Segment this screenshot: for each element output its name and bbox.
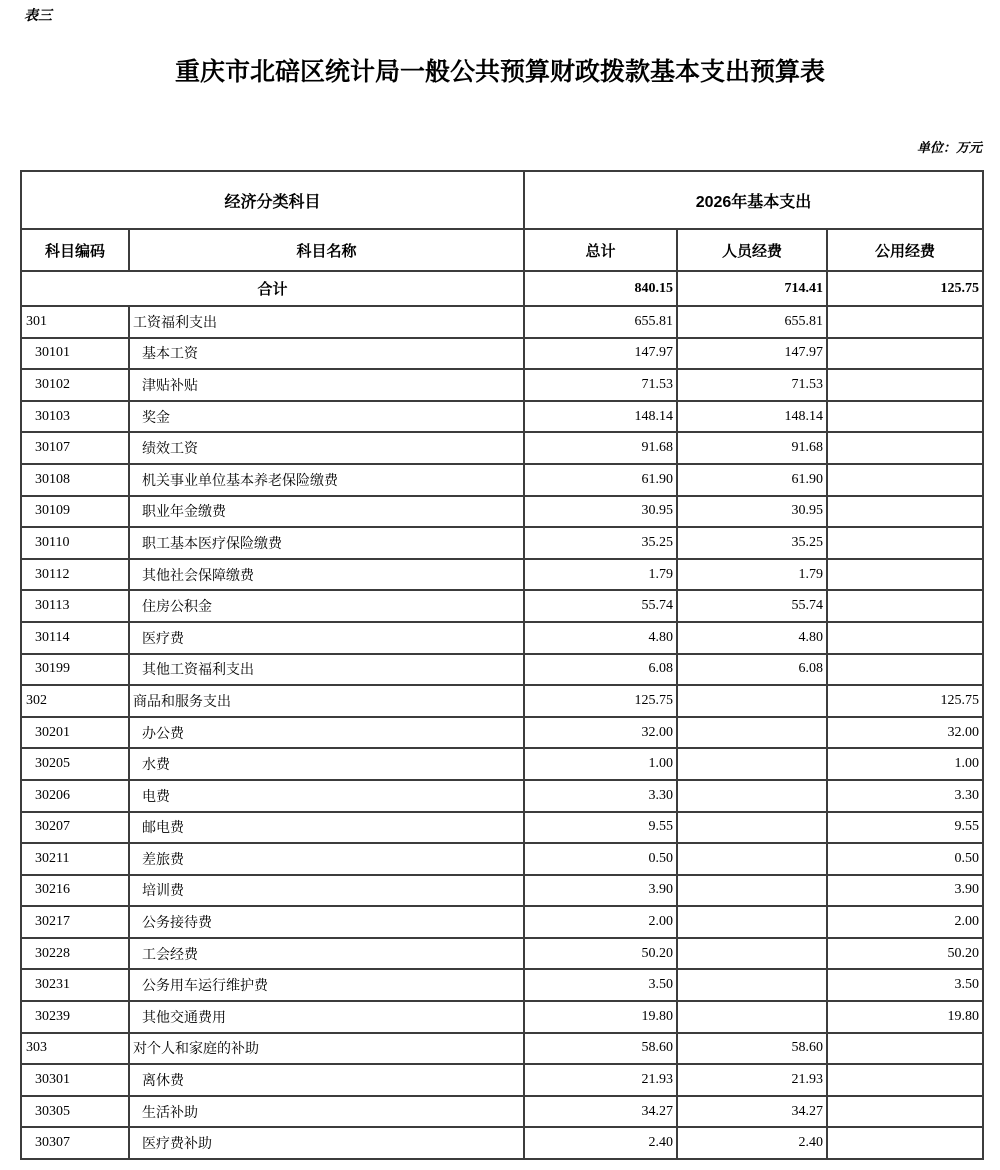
subject-code-cell: 30307: [21, 1127, 129, 1159]
public-value-cell: [827, 1096, 983, 1128]
total-value-cell: 30.95: [524, 496, 677, 528]
total-value-cell: 58.60: [524, 1033, 677, 1065]
personnel-value-cell: 55.74: [677, 590, 827, 622]
subject-name-cell: 其他工资福利支出: [129, 654, 524, 686]
subject-name-cell: 离休费: [129, 1064, 524, 1096]
table-row: [21, 1064, 983, 1096]
personnel-value-cell: [677, 780, 827, 812]
personnel-value-cell: 30.95: [677, 496, 827, 528]
total-value-cell: 2.00: [524, 906, 677, 938]
public-value-cell: 3.30: [827, 780, 983, 812]
column-header-subject-code: 科目编码: [21, 229, 129, 271]
grand-total-row: [21, 271, 983, 306]
total-value-cell: 3.50: [524, 969, 677, 1001]
public-value-cell: [827, 622, 983, 654]
table-row: [21, 527, 983, 559]
total-value-cell: 148.14: [524, 401, 677, 433]
public-value-cell: [827, 369, 983, 401]
table-row: [21, 338, 983, 370]
doc-label: 表三: [24, 8, 52, 24]
subject-code-cell: 30112: [21, 559, 129, 591]
public-value-cell: [827, 1033, 983, 1065]
public-value-cell: [827, 464, 983, 496]
total-value-cell: 91.68: [524, 432, 677, 464]
personnel-value-cell: 2.40: [677, 1127, 827, 1159]
header-group-row: [21, 171, 983, 229]
subject-name-cell: 办公费: [129, 717, 524, 749]
subject-code-cell: 30102: [21, 369, 129, 401]
table-row: [21, 559, 983, 591]
subject-code-cell: 30301: [21, 1064, 129, 1096]
public-value-cell: [827, 1127, 983, 1159]
column-header-public-funds: 公用经费: [827, 229, 983, 271]
subject-name-cell: 津贴补贴: [129, 369, 524, 401]
personnel-value-cell: [677, 1001, 827, 1033]
subject-name-cell: 住房公积金: [129, 590, 524, 622]
total-value-cell: 32.00: [524, 717, 677, 749]
total-value-cell: 3.30: [524, 780, 677, 812]
subject-code-cell: 30108: [21, 464, 129, 496]
subject-name-cell: 培训费: [129, 875, 524, 907]
subject-name-cell: 工资福利支出: [129, 306, 524, 338]
subject-code-cell: 30114: [21, 622, 129, 654]
header-2026-basic-expenditure: 2026年基本支出: [524, 171, 983, 229]
subject-code-cell: 303: [21, 1033, 129, 1065]
table-row: [21, 812, 983, 844]
public-value-cell: [827, 306, 983, 338]
public-value-cell: [827, 527, 983, 559]
table-row: [21, 938, 983, 970]
column-header-personnel-funds: 人员经费: [677, 229, 827, 271]
public-value-cell: [827, 432, 983, 464]
subject-name-cell: 差旅费: [129, 843, 524, 875]
personnel-value-cell: 71.53: [677, 369, 827, 401]
header-column-row: [21, 229, 983, 271]
subject-name-cell: 奖金: [129, 401, 524, 433]
personnel-value-cell: 148.14: [677, 401, 827, 433]
table-row: [21, 780, 983, 812]
table-row: [21, 685, 983, 717]
total-value-cell: 147.97: [524, 338, 677, 370]
public-value-cell: [827, 401, 983, 433]
public-value-cell: 1.00: [827, 748, 983, 780]
subject-name-cell: 水费: [129, 748, 524, 780]
public-value-cell: [827, 559, 983, 591]
total-value-cell: 71.53: [524, 369, 677, 401]
subject-code-cell: 30231: [21, 969, 129, 1001]
subject-code-cell: 30107: [21, 432, 129, 464]
personnel-value-cell: 6.08: [677, 654, 827, 686]
subject-code-cell: 30216: [21, 875, 129, 907]
column-header-total: 总计: [524, 229, 677, 271]
subject-name-cell: 其他交通费用: [129, 1001, 524, 1033]
total-value-cell: 4.80: [524, 622, 677, 654]
table-row: [21, 1001, 983, 1033]
public-value-cell: 50.20: [827, 938, 983, 970]
total-value-cell: 21.93: [524, 1064, 677, 1096]
public-value-cell: [827, 338, 983, 370]
subject-code-cell: 30205: [21, 748, 129, 780]
table-row: [21, 1096, 983, 1128]
total-value-cell: 125.75: [524, 685, 677, 717]
table-row: [21, 969, 983, 1001]
page-title: 重庆市北碚区统计局一般公共预算财政拨款基本支出预算表: [174, 58, 825, 86]
table-row: [21, 496, 983, 528]
subject-name-cell: 职工基本医疗保险缴费: [129, 527, 524, 559]
personnel-value-cell: [677, 717, 827, 749]
table-row: [21, 401, 983, 433]
subject-code-cell: 30199: [21, 654, 129, 686]
table-row: [21, 748, 983, 780]
personnel-value-cell: [677, 938, 827, 970]
public-value-cell: 2.00: [827, 906, 983, 938]
subject-name-cell: 基本工资: [129, 338, 524, 370]
grand-total-value: 840.15: [524, 271, 677, 306]
table-row: [21, 843, 983, 875]
subject-code-cell: 30101: [21, 338, 129, 370]
table-row: [21, 590, 983, 622]
total-value-cell: 35.25: [524, 527, 677, 559]
personnel-value-cell: [677, 748, 827, 780]
table-row: [21, 875, 983, 907]
total-value-cell: 6.08: [524, 654, 677, 686]
personnel-value-cell: [677, 875, 827, 907]
table-row: [21, 654, 983, 686]
personnel-value-cell: 61.90: [677, 464, 827, 496]
subject-name-cell: 公务用车运行维护费: [129, 969, 524, 1001]
table-row: [21, 369, 983, 401]
subject-code-cell: 30103: [21, 401, 129, 433]
subject-code-cell: 30207: [21, 812, 129, 844]
subject-code-cell: 30109: [21, 496, 129, 528]
grand-total-public-value: 125.75: [827, 271, 983, 306]
personnel-value-cell: [677, 906, 827, 938]
public-value-cell: 9.55: [827, 812, 983, 844]
unit-note: 单位：万元: [916, 141, 982, 156]
subject-code-cell: 30239: [21, 1001, 129, 1033]
public-value-cell: 3.50: [827, 969, 983, 1001]
public-value-cell: 3.90: [827, 875, 983, 907]
subject-name-cell: 公务接待费: [129, 906, 524, 938]
grand-total-label: 合计: [21, 271, 524, 306]
total-value-cell: 50.20: [524, 938, 677, 970]
subject-code-cell: 30201: [21, 717, 129, 749]
subject-name-cell: 职业年金缴费: [129, 496, 524, 528]
table-row: [21, 906, 983, 938]
header-economic-classification: 经济分类科目: [21, 171, 524, 229]
public-value-cell: 125.75: [827, 685, 983, 717]
total-value-cell: 19.80: [524, 1001, 677, 1033]
public-value-cell: [827, 496, 983, 528]
table-body: [21, 271, 983, 1159]
subject-code-cell: 30217: [21, 906, 129, 938]
public-value-cell: 0.50: [827, 843, 983, 875]
subject-name-cell: 商品和服务支出: [129, 685, 524, 717]
subject-code-cell: 302: [21, 685, 129, 717]
total-value-cell: 34.27: [524, 1096, 677, 1128]
subject-name-cell: 其他社会保障缴费: [129, 559, 524, 591]
public-value-cell: 32.00: [827, 717, 983, 749]
personnel-value-cell: 4.80: [677, 622, 827, 654]
personnel-value-cell: [677, 843, 827, 875]
table-row: [21, 717, 983, 749]
personnel-value-cell: [677, 969, 827, 1001]
table-row: [21, 306, 983, 338]
subject-name-cell: 对个人和家庭的补助: [129, 1033, 524, 1065]
personnel-value-cell: 147.97: [677, 338, 827, 370]
total-value-cell: 55.74: [524, 590, 677, 622]
subject-code-cell: 301: [21, 306, 129, 338]
table-row: [21, 1033, 983, 1065]
total-value-cell: 1.79: [524, 559, 677, 591]
subject-name-cell: 机关事业单位基本养老保险缴费: [129, 464, 524, 496]
personnel-value-cell: [677, 685, 827, 717]
personnel-value-cell: 21.93: [677, 1064, 827, 1096]
personnel-value-cell: 655.81: [677, 306, 827, 338]
public-value-cell: [827, 654, 983, 686]
grand-total-personnel-value: 714.41: [677, 271, 827, 306]
subject-name-cell: 医疗费: [129, 622, 524, 654]
subject-name-cell: 工会经费: [129, 938, 524, 970]
subject-code-cell: 30110: [21, 527, 129, 559]
personnel-value-cell: 34.27: [677, 1096, 827, 1128]
public-value-cell: 19.80: [827, 1001, 983, 1033]
subject-name-cell: 医疗费补助: [129, 1127, 524, 1159]
subject-code-cell: 30305: [21, 1096, 129, 1128]
table-row: [21, 464, 983, 496]
public-value-cell: [827, 590, 983, 622]
subject-code-cell: 30113: [21, 590, 129, 622]
total-value-cell: 655.81: [524, 306, 677, 338]
subject-name-cell: 电费: [129, 780, 524, 812]
total-value-cell: 3.90: [524, 875, 677, 907]
subject-name-cell: 生活补助: [129, 1096, 524, 1128]
subject-code-cell: 30206: [21, 780, 129, 812]
personnel-value-cell: 58.60: [677, 1033, 827, 1065]
personnel-value-cell: 1.79: [677, 559, 827, 591]
total-value-cell: 1.00: [524, 748, 677, 780]
table-row: [21, 622, 983, 654]
subject-name-cell: 邮电费: [129, 812, 524, 844]
table-row: [21, 1127, 983, 1159]
total-value-cell: 9.55: [524, 812, 677, 844]
personnel-value-cell: [677, 812, 827, 844]
total-value-cell: 61.90: [524, 464, 677, 496]
subject-code-cell: 30211: [21, 843, 129, 875]
personnel-value-cell: 91.68: [677, 432, 827, 464]
column-header-subject-name: 科目名称: [129, 229, 524, 271]
total-value-cell: 0.50: [524, 843, 677, 875]
public-value-cell: [827, 1064, 983, 1096]
total-value-cell: 2.40: [524, 1127, 677, 1159]
table-row: [21, 432, 983, 464]
subject-name-cell: 绩效工资: [129, 432, 524, 464]
subject-code-cell: 30228: [21, 938, 129, 970]
personnel-value-cell: 35.25: [677, 527, 827, 559]
budget-table: [20, 170, 984, 1160]
